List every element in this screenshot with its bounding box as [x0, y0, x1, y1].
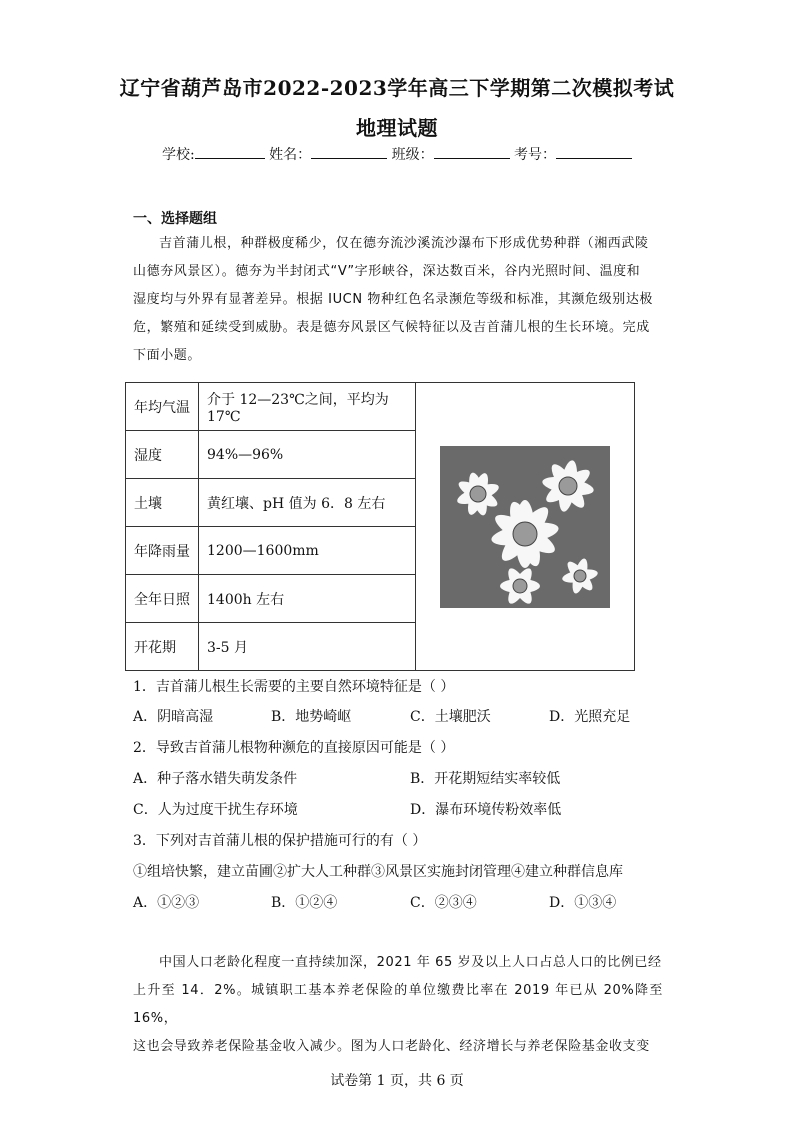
- q3-option-c[interactable]: C．②③④: [410, 895, 477, 911]
- q1-option-d[interactable]: D．光照充足: [549, 709, 631, 725]
- q3-option-b[interactable]: B．①②④: [271, 895, 338, 911]
- passage-line: 危，繁殖和延续受到威胁。表是德夯风景区气候特征以及吉首蒲儿根的生长环境。完成: [133, 320, 650, 335]
- exam-title: 辽宁省葫芦岛市2022-2023学年高三下学期第二次模拟考试: [119, 76, 675, 100]
- passage-line: 湿度均与外界有显著差异。根据 IUCN 物种红色名录濒危等级和标准，其濒危级别达极: [133, 292, 654, 307]
- question-1-stem: 1．吉首蒲儿根生长需要的主要自然环境特征是（ ）: [133, 679, 455, 695]
- section-heading: 一、选择题组: [133, 211, 217, 227]
- name-blank[interactable]: [311, 144, 387, 159]
- exam-number-blank[interactable]: [556, 144, 632, 159]
- flower-photo-cell: [416, 383, 635, 671]
- passage-1: [133, 230, 663, 370]
- table-value: 介于 12—23℃之间，平均为 17℃: [199, 383, 416, 431]
- table-value: 黄红壤、pH 值为 6．8 左右: [199, 479, 416, 527]
- table-value: 1200—1600mm: [199, 527, 416, 575]
- q2-option-b[interactable]: B．开花期短结实率较低: [410, 771, 561, 787]
- table-value: 1400h 左右: [199, 575, 416, 623]
- school-blank[interactable]: [195, 144, 265, 159]
- class-label: 班级：: [391, 147, 434, 163]
- passage-2: [133, 949, 663, 1061]
- passage-line: 吉首蒲儿根，种群极度稀少，仅在德夯流沙溪流沙瀑布下形成优势种群（湘西武陵: [159, 236, 649, 251]
- question-2-stem: 2．导致吉首蒲儿根物种濒危的直接原因可能是（ ）: [133, 740, 455, 756]
- table-key: 年降雨量: [126, 527, 199, 575]
- question-3-statements: ①组培快繁，建立苗圃②扩大人工种群③风景区实施封闭管理④建立种群信息库: [133, 864, 623, 880]
- school-label: 学校:: [161, 147, 195, 163]
- name-label: 姓名：: [269, 147, 312, 163]
- climate-table: [125, 382, 635, 671]
- passage-line: 中国人口老龄化程度一直持续加深，2021 年 65 岁及以上人口占总人口的比例已经: [159, 955, 662, 970]
- question-3-stem: 3．下列对吉首蒲儿根的保护措施可行的有（ ）: [133, 833, 427, 849]
- passage-line: 这也会导致养老保险基金收入减少。图为人口老龄化、经济增长与养老保险基金收支变: [133, 1039, 650, 1054]
- table-key: 开花期: [126, 623, 199, 671]
- passage-line: 上升至 14．2%。城镇职工基本养老保险的单位缴费比率在 2019 年已从 20%降至 16%，: [133, 983, 663, 1026]
- passage-line: 下面小题。: [133, 348, 202, 363]
- q1-option-c[interactable]: C．土壤肥沃: [410, 709, 491, 725]
- student-info-line: [0, 144, 794, 164]
- table-key: 年均气温: [126, 383, 199, 431]
- passage-line: 山德夯风景区）。德夯为半封闭式“V”字形峡谷，深达数百米，谷内光照时间、温度和: [133, 264, 641, 279]
- table-value: 94%—96%: [199, 431, 416, 479]
- table-key: 土壤: [126, 479, 199, 527]
- q1-option-a[interactable]: A．阴暗高湿: [133, 709, 214, 725]
- q2-option-c[interactable]: C．人为过度干扰生存环境: [133, 802, 298, 818]
- flower-photo: [440, 446, 610, 608]
- class-blank[interactable]: [434, 144, 510, 159]
- q3-option-a[interactable]: A．①②③: [133, 895, 200, 911]
- exam-subtitle: 地理试题: [356, 116, 438, 140]
- table-key: 湿度: [126, 431, 199, 479]
- table-key: 全年日照: [126, 575, 199, 623]
- page-footer: 试卷第 1 页，共 6 页: [330, 1073, 464, 1089]
- q1-option-b[interactable]: B．地势崎岖: [271, 709, 352, 725]
- q2-option-d[interactable]: D．瀑布环境传粉效率低: [410, 802, 562, 818]
- table-row: [126, 383, 635, 431]
- q3-option-d[interactable]: D．①③④: [549, 895, 617, 911]
- table-value: 3-5 月: [199, 623, 416, 671]
- q2-option-a[interactable]: A．种子落水错失萌发条件: [133, 771, 298, 787]
- exam-number-label: 考号：: [514, 147, 557, 163]
